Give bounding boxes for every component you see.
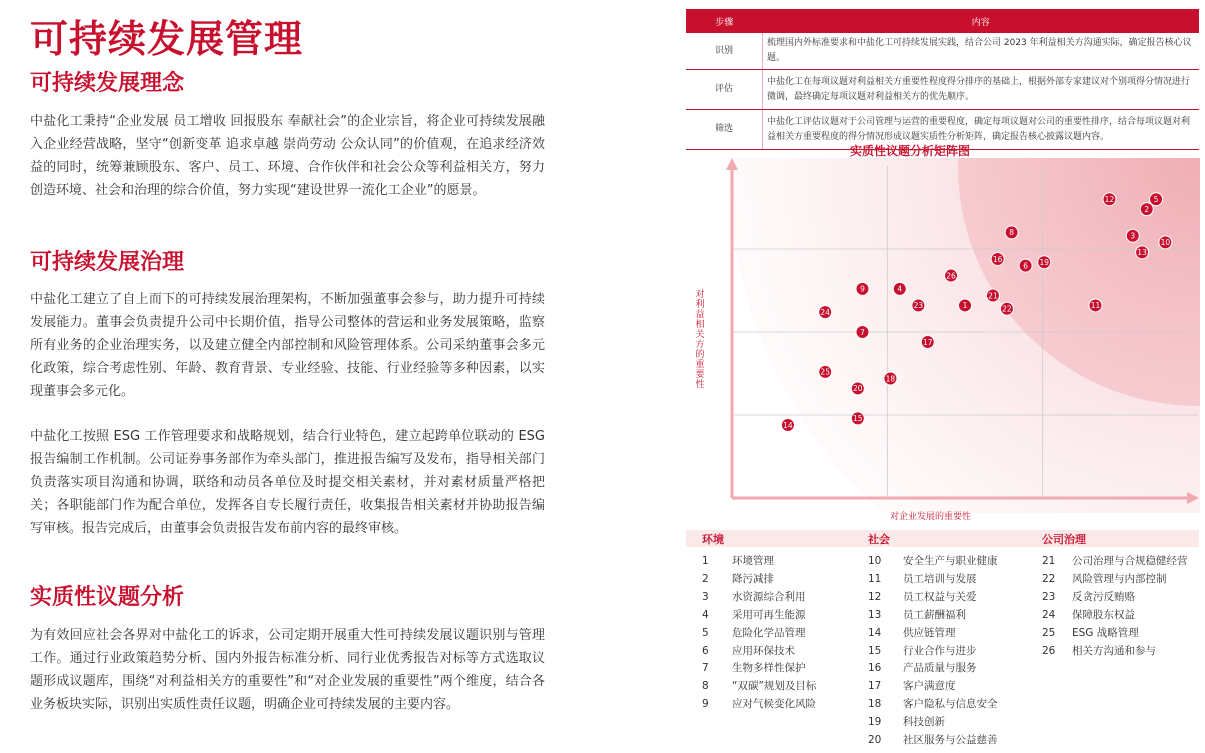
legend-item xyxy=(702,625,806,640)
legend-item-number: 13 xyxy=(868,608,882,621)
legend-item xyxy=(702,696,816,711)
legend-category-society: 社会 xyxy=(868,533,890,546)
matrix-point-label: 25 xyxy=(820,367,830,377)
legend-item-text: 科技创新 xyxy=(903,716,945,729)
legend-item-number: 23 xyxy=(1042,590,1056,603)
legend-category-governance: 公司治理 xyxy=(1042,533,1086,546)
legend-item xyxy=(1042,553,1188,568)
matrix-point xyxy=(921,335,934,348)
matrix-point-label: 9 xyxy=(860,284,865,294)
legend-item xyxy=(868,660,977,675)
legend-item-number: 5 xyxy=(702,626,709,639)
matrix-point xyxy=(851,382,864,395)
legend-item-number: 18 xyxy=(868,698,882,711)
legend-item-text: 风险管理与内部控制 xyxy=(1072,572,1167,585)
matrix-point-label: 10 xyxy=(1160,238,1171,248)
legend-item-number: 26 xyxy=(1042,644,1056,657)
matrix-point xyxy=(1159,236,1172,249)
legend-item-number: 3 xyxy=(702,590,709,603)
legend-item-text: 行业合作与进步 xyxy=(903,644,977,657)
legend-item-text: 应对气候变化风险 xyxy=(732,698,816,711)
matrix-point xyxy=(945,269,958,282)
legend-item xyxy=(702,678,816,693)
legend-item-number: 24 xyxy=(1042,608,1056,621)
legend-item-text: 保障股东权益 xyxy=(1072,608,1135,621)
content-cell: 中盐化工评估议题对于公司管理与运营的重要程度，确定每项议题对公司的重要性排序，结合每项议题对利益相关方重要程度的得分情况形成议题实质性分析矩阵，确定报告核心披露议题内容。 xyxy=(763,110,1200,150)
matrix-point xyxy=(781,418,794,431)
legend-item-text: 客户满意度 xyxy=(903,680,956,693)
matrix-point xyxy=(1150,193,1163,206)
chart-x-axis-label: 对企业发展的重要性 xyxy=(890,512,972,522)
legend-item-number: 6 xyxy=(702,644,709,657)
matrix-point xyxy=(959,299,972,312)
step-cell: 评估 xyxy=(686,70,763,110)
legend-item xyxy=(702,571,774,586)
legend-item xyxy=(1042,643,1156,658)
section-paragraph-philosophy: 中盐化工秉持“企业发展 员工增收 回报股东 奉献社会”的企业宗旨，将企业可持续发展融入企业经营战略，坚守“创新变革 追求卓越 崇尚劳动 公众认同”的价值观，在追求经济效益的同时，统筹兼顾股东、客户、员工、环境、合作伙伴和社会公众等利益相关方，努力创造环境、社会和治理的综合价值，努力实现“建设世界一流化工企业”的愿景。 xyxy=(30,114,545,198)
matrix-point-label: 21 xyxy=(988,291,998,301)
legend-item xyxy=(868,732,998,747)
matrix-point xyxy=(856,282,869,295)
legend-item xyxy=(1042,607,1135,622)
legend-item-text: 采用可再生能源 xyxy=(732,608,806,621)
matrix-point-label: 5 xyxy=(1153,195,1159,204)
matrix-point xyxy=(991,252,1004,265)
legend-item-text: 员工培训与发展 xyxy=(903,572,977,585)
legend-item-number: 1 xyxy=(702,555,709,567)
legend-item-number: 7 xyxy=(702,662,709,675)
legend-item-number: 14 xyxy=(868,626,882,639)
section-heading-philosophy: 可持续发展理念 xyxy=(30,70,185,96)
legend-item xyxy=(1042,589,1135,604)
matrix-point-label: 13 xyxy=(1137,248,1147,258)
matrix-point xyxy=(884,372,897,385)
step-cell: 识别 xyxy=(686,33,763,70)
legend-item-number: 10 xyxy=(868,555,882,567)
legend-item-text: 安全生产与职业健康 xyxy=(903,555,998,567)
legend-item-text: “双碳”规划及目标 xyxy=(732,680,817,693)
matrix-point xyxy=(1019,259,1032,272)
matrix-point-label: 20 xyxy=(853,384,863,394)
legend-item-number: 11 xyxy=(868,572,882,585)
legend-item-text: 危险化学品管理 xyxy=(732,626,806,639)
legend-item xyxy=(868,625,956,640)
section-paragraph-governance-1: 中盐化工建立了自上而下的可持续发展治理架构，不断加强董事会参与，助力提升可持续发展能力。董事会负责提升公司中长期价值，指导公司整体的营运和业务发展策略，监察所有业务的企业治理实务，以及建立健全内部控制和风险管理体系。公司采纳董事会多元化政策，综合考虑性别、年龄、教育背景、专业经验、技能、行业经验等多种因素，以实现董事会多元化。 xyxy=(30,292,545,399)
materiality-matrix-chart xyxy=(705,158,1200,513)
legend-item xyxy=(868,589,977,604)
page-title: 可持续发展管理 xyxy=(30,16,304,61)
content-cell: 中盐化工在每项议题对利益相关方重要性程度得分排序的基础上，根据外部专家建议对个别项得分情况进行微调，最终确定每项议题对利益相关方的优先顺序。 xyxy=(763,70,1200,110)
chart-y-axis-label: 对利益相关方的重要性 xyxy=(695,290,705,390)
legend-item xyxy=(702,553,774,568)
legend-item-text: 应用环保技术 xyxy=(732,644,795,657)
legend-item-text: 员工薪酬福利 xyxy=(903,608,966,621)
legend-item-number: 16 xyxy=(868,662,882,675)
legend-item xyxy=(702,589,806,604)
matrix-point xyxy=(986,289,999,302)
legend-category-environment: 环境 xyxy=(702,533,724,546)
legend-item xyxy=(868,643,977,658)
matrix-point xyxy=(1140,203,1153,216)
matrix-point xyxy=(1089,299,1102,312)
legend-item xyxy=(868,607,966,622)
legend-item xyxy=(702,607,806,622)
legend-item-number: 20 xyxy=(868,734,882,746)
matrix-point-label: 22 xyxy=(1002,304,1012,314)
legend-item-number: 17 xyxy=(868,680,882,693)
legend-item-text: 水资源综合利用 xyxy=(732,590,806,603)
matrix-point-label: 4 xyxy=(897,284,903,294)
content-cell: 梳理国内外标准要求和中盐化工可持续发展实践，结合公司 2023 年利益相关方沟通实际，确定报告核心议题。 xyxy=(763,33,1200,70)
matrix-point-label: 7 xyxy=(860,327,865,337)
matrix-point-label: 2 xyxy=(1144,204,1150,214)
matrix-point-label: 17 xyxy=(922,337,933,347)
matrix-point-label: 24 xyxy=(820,307,830,317)
legend-item xyxy=(868,696,998,711)
matrix-point xyxy=(912,299,925,312)
chart-title: 实质性议题分析矩阵图 xyxy=(850,144,971,158)
legend-item-number: 2 xyxy=(702,572,709,585)
section-paragraph-governance-2: 中盐化工按照 ESG 工作管理要求和战略规划，结合行业特色，建立起跨单位联动的 ESG 报告编制工作机制。公司证券事务部作为牵头部门，推进报告编写及发布，指导相关部门负责落实项目沟通和协调，联络和动员各单位及时提交相关素材，并对素材质量严格把关；各职能部门作为配合单位，发挥各自专长履行责任，收集报告相关素材并协助报告编写审核。报告完成后，由董事会负责报告发布前内容的最终审核。 xyxy=(30,429,545,536)
legend-item-number: 15 xyxy=(868,644,882,657)
legend-item-text: 相关方沟通和参与 xyxy=(1072,644,1156,657)
matrix-point xyxy=(1000,302,1013,315)
legend-item-text: ESG 战略管理 xyxy=(1072,626,1139,639)
legend-item xyxy=(1042,625,1139,640)
legend-item-number: 4 xyxy=(702,608,709,621)
legend-item xyxy=(868,553,998,568)
legend-item xyxy=(868,714,945,729)
legend-item-number: 9 xyxy=(702,698,709,711)
legend-item xyxy=(1042,571,1167,586)
legend-item-number: 19 xyxy=(868,716,882,729)
matrix-point xyxy=(1126,229,1139,242)
table-row xyxy=(686,70,1199,110)
legend-item-text: 社区服务与公益慈善 xyxy=(903,734,998,746)
section-paragraph-materiality: 为有效回应社会各界对中盐化工的诉求，公司定期开展重大性可持续发展议题识别与管理工作。通过行业政策趋势分析、国内外报告标准分析、同行业优秀报告对标等方式选取议题形成议题库，围绕“对利益相关方的重要性”和“对企业发展的重要性”两个维度，结合各业务板块实际，识别出实质性责任议题，明确企业可持续发展的主要内容。 xyxy=(30,628,545,712)
table-row xyxy=(686,33,1199,70)
legend-item xyxy=(702,643,795,658)
matrix-point-label: 26 xyxy=(946,271,956,281)
matrix-point-label: 19 xyxy=(1039,258,1049,268)
matrix-point xyxy=(1103,193,1116,206)
matrix-point-label: 23 xyxy=(913,301,924,311)
legend-item-text: 员工权益与关爱 xyxy=(903,590,977,603)
section-heading-materiality: 实质性议题分析 xyxy=(30,584,185,610)
legend-item xyxy=(868,678,956,693)
steps-table-header-step: 步骤 xyxy=(686,9,763,33)
legend-item-number: 25 xyxy=(1042,626,1056,639)
matrix-point-label: 15 xyxy=(853,414,863,424)
legend-item-number: 22 xyxy=(1042,572,1056,585)
matrix-point xyxy=(1136,246,1149,259)
matrix-point-label: 12 xyxy=(1104,195,1115,204)
matrix-point-label: 14 xyxy=(783,420,793,430)
matrix-point-label: 11 xyxy=(1090,301,1101,311)
matrix-point xyxy=(1038,256,1051,269)
legend-item-text: 供应链管理 xyxy=(903,626,956,639)
legend-item-text: 公司治理与合规稳健经营 xyxy=(1072,555,1188,567)
steps-table-header-content: 内容 xyxy=(763,9,1200,33)
matrix-point-label: 8 xyxy=(1009,228,1014,238)
matrix-point xyxy=(856,326,869,339)
legend-header-bar xyxy=(686,530,1199,547)
legend-item-text: 反贪污反贿赂 xyxy=(1072,590,1135,603)
steps-table-header xyxy=(686,9,1199,33)
matrix-point-label: 16 xyxy=(992,254,1003,264)
section-heading-governance: 可持续发展治理 xyxy=(30,249,185,275)
legend-item-text: 产品质量与服务 xyxy=(903,662,977,675)
matrix-point xyxy=(819,365,832,378)
legend-item-text: 生物多样性保护 xyxy=(732,662,806,675)
legend-item-text: 客户隐私与信息安全 xyxy=(903,698,998,711)
legend-item-number: 21 xyxy=(1042,555,1056,567)
step-cell: 筛选 xyxy=(686,110,763,150)
matrix-point-label: 1 xyxy=(962,301,968,311)
matrix-point xyxy=(819,306,832,319)
matrix-point xyxy=(1005,226,1018,239)
legend-item-number: 8 xyxy=(702,680,709,693)
legend-item-text: 环境管理 xyxy=(732,555,774,567)
legend-item xyxy=(702,660,806,675)
steps-table xyxy=(686,9,1199,150)
legend-item-text: 降污减排 xyxy=(732,572,774,585)
matrix-point xyxy=(851,412,864,425)
matrix-point-label: 6 xyxy=(1023,261,1028,271)
matrix-point-label: 3 xyxy=(1130,231,1136,241)
legend-item-number: 12 xyxy=(868,590,882,603)
matrix-point xyxy=(893,282,906,295)
legend-item xyxy=(868,571,977,586)
matrix-point-label: 18 xyxy=(885,374,896,384)
